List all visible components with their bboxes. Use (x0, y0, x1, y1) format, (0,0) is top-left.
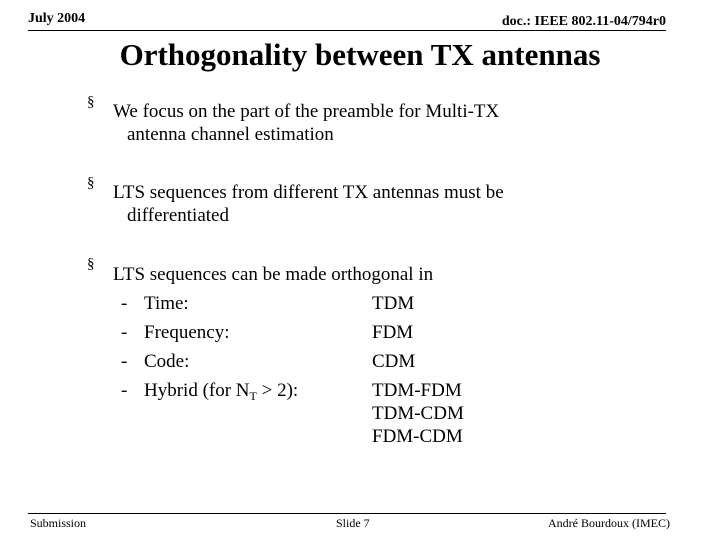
hybrid-label-subscript: T (249, 389, 257, 403)
bullet-text (113, 100, 499, 146)
hybrid-value: TDM-CDM (372, 403, 464, 424)
bullet-line: LTS sequences from different TX antennas must be (113, 182, 504, 203)
sub-value-cdm: CDM (372, 351, 416, 372)
bullet-line: We focus on the part of the preamble for Multi-TX (113, 101, 500, 122)
footer-submission: Submission (30, 516, 87, 530)
sub-dash: - (121, 380, 128, 401)
header-doc-id: doc.: IEEE 802.11-04/794r0 (501, 14, 666, 29)
slide-title: Orthogonality between TX antennas (119, 37, 601, 72)
sub-label-time: Time: (144, 293, 189, 314)
hybrid-label-suffix: > 2): (256, 380, 299, 401)
bullet-marker: § (87, 256, 95, 272)
sub-value-tdm: TDM (372, 293, 415, 314)
bullet-line: antenna channel estimation (127, 124, 334, 145)
bullet-text (113, 263, 433, 286)
sub-label-hybrid (144, 379, 298, 402)
footer-rule (28, 513, 666, 514)
sub-label-code: Code: (144, 351, 190, 372)
hybrid-value: TDM-FDM (372, 380, 462, 401)
sub-dash: - (121, 322, 128, 343)
hybrid-label-prefix: Hybrid (for N (144, 380, 250, 401)
sub-value-fdm: FDM (372, 322, 414, 343)
header-rule (28, 30, 666, 31)
footer-author: André Bourdoux (IMEC) (548, 516, 670, 530)
bullet-line: LTS sequences can be made orthogonal in (113, 264, 434, 285)
hybrid-value: FDM-CDM (372, 426, 463, 447)
bullet-marker: § (87, 94, 95, 110)
bullet-text (113, 181, 504, 227)
sub-dash: - (121, 351, 128, 372)
sub-value-hybrid (372, 379, 464, 448)
sub-dash: - (121, 293, 128, 314)
bullet-line: differentiated (127, 205, 229, 226)
bullet-marker: § (87, 175, 95, 191)
sub-label-frequency: Frequency: (144, 322, 230, 343)
footer-slide-number: Slide 7 (336, 516, 370, 530)
header-date: July 2004 (28, 11, 86, 26)
